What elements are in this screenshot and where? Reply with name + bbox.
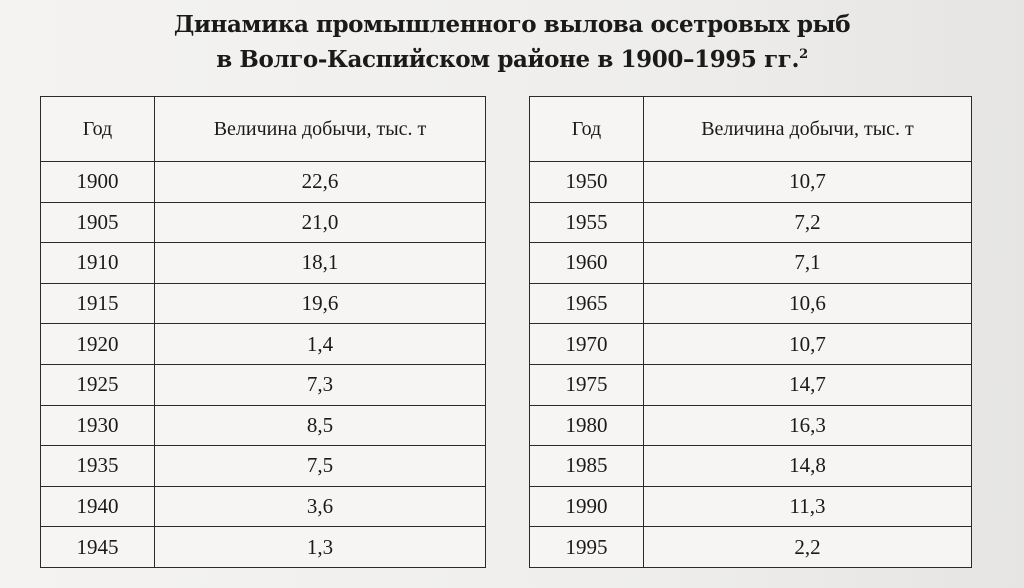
table-row (41, 486, 486, 527)
title-line-2-text: в Волго-Каспийском районе в 1900–1995 гг. (216, 46, 800, 73)
cell-value: 11,3 (644, 486, 972, 527)
cell-year: 1985 (530, 446, 644, 487)
header-year: Год (41, 97, 155, 162)
cell-year: 1900 (41, 162, 155, 203)
catch-table-1900-1945 (40, 96, 486, 568)
cell-year: 1965 (530, 283, 644, 324)
cell-year: 1940 (41, 486, 155, 527)
table-row (41, 162, 486, 203)
cell-value: 10,6 (644, 283, 972, 324)
cell-value: 1,3 (155, 527, 486, 568)
table-row (530, 486, 972, 527)
table-row (530, 324, 972, 365)
cell-value: 3,6 (155, 486, 486, 527)
cell-year: 1970 (530, 324, 644, 365)
table-row (530, 202, 972, 243)
page-title (0, 10, 1024, 75)
cell-year: 1935 (41, 446, 155, 487)
table-row (41, 446, 486, 487)
cell-value: 10,7 (644, 324, 972, 365)
cell-year: 1945 (41, 527, 155, 568)
cell-year: 1915 (41, 283, 155, 324)
table-row (530, 162, 972, 203)
header-year: Год (530, 97, 644, 162)
table-header-row (41, 97, 486, 162)
cell-value: 8,5 (155, 405, 486, 446)
table-row (530, 446, 972, 487)
cell-value: 14,8 (644, 446, 972, 487)
cell-year: 1990 (530, 486, 644, 527)
cell-value: 7,3 (155, 364, 486, 405)
cell-value: 16,3 (644, 405, 972, 446)
cell-year: 1910 (41, 243, 155, 284)
cell-value: 14,7 (644, 364, 972, 405)
cell-value: 7,2 (644, 202, 972, 243)
table-row (530, 283, 972, 324)
table-row (530, 364, 972, 405)
cell-year: 1975 (530, 364, 644, 405)
cell-value: 7,5 (155, 446, 486, 487)
table-row (530, 527, 972, 568)
cell-value: 21,0 (155, 202, 486, 243)
table-row (41, 364, 486, 405)
cell-value: 2,2 (644, 527, 972, 568)
title-line-2 (0, 40, 1024, 75)
cell-year: 1960 (530, 243, 644, 284)
cell-year: 1930 (41, 405, 155, 446)
table-row (530, 243, 972, 284)
table-row (41, 243, 486, 284)
cell-year: 1925 (41, 364, 155, 405)
cell-year: 1920 (41, 324, 155, 365)
cell-value: 22,6 (155, 162, 486, 203)
title-footnote-mark: 2 (799, 47, 808, 62)
table-row (41, 324, 486, 365)
catch-table-1950-1995 (529, 96, 972, 568)
table-row (41, 527, 486, 568)
cell-value: 1,4 (155, 324, 486, 365)
header-value: Величина добычи, тыс. т (644, 97, 972, 162)
cell-value: 7,1 (644, 243, 972, 284)
title-line-1: Динамика промышленного вылова осетровых рыб (173, 11, 851, 38)
table-row (41, 405, 486, 446)
cell-year: 1980 (530, 405, 644, 446)
cell-year: 1905 (41, 202, 155, 243)
cell-year: 1955 (530, 202, 644, 243)
table-row (41, 202, 486, 243)
cell-year: 1995 (530, 527, 644, 568)
header-value: Величина добычи, тыс. т (155, 97, 486, 162)
cell-value: 10,7 (644, 162, 972, 203)
cell-value: 19,6 (155, 283, 486, 324)
cell-year: 1950 (530, 162, 644, 203)
cell-value: 18,1 (155, 243, 486, 284)
table-row (530, 405, 972, 446)
table-row (41, 283, 486, 324)
table-header-row (530, 97, 972, 162)
